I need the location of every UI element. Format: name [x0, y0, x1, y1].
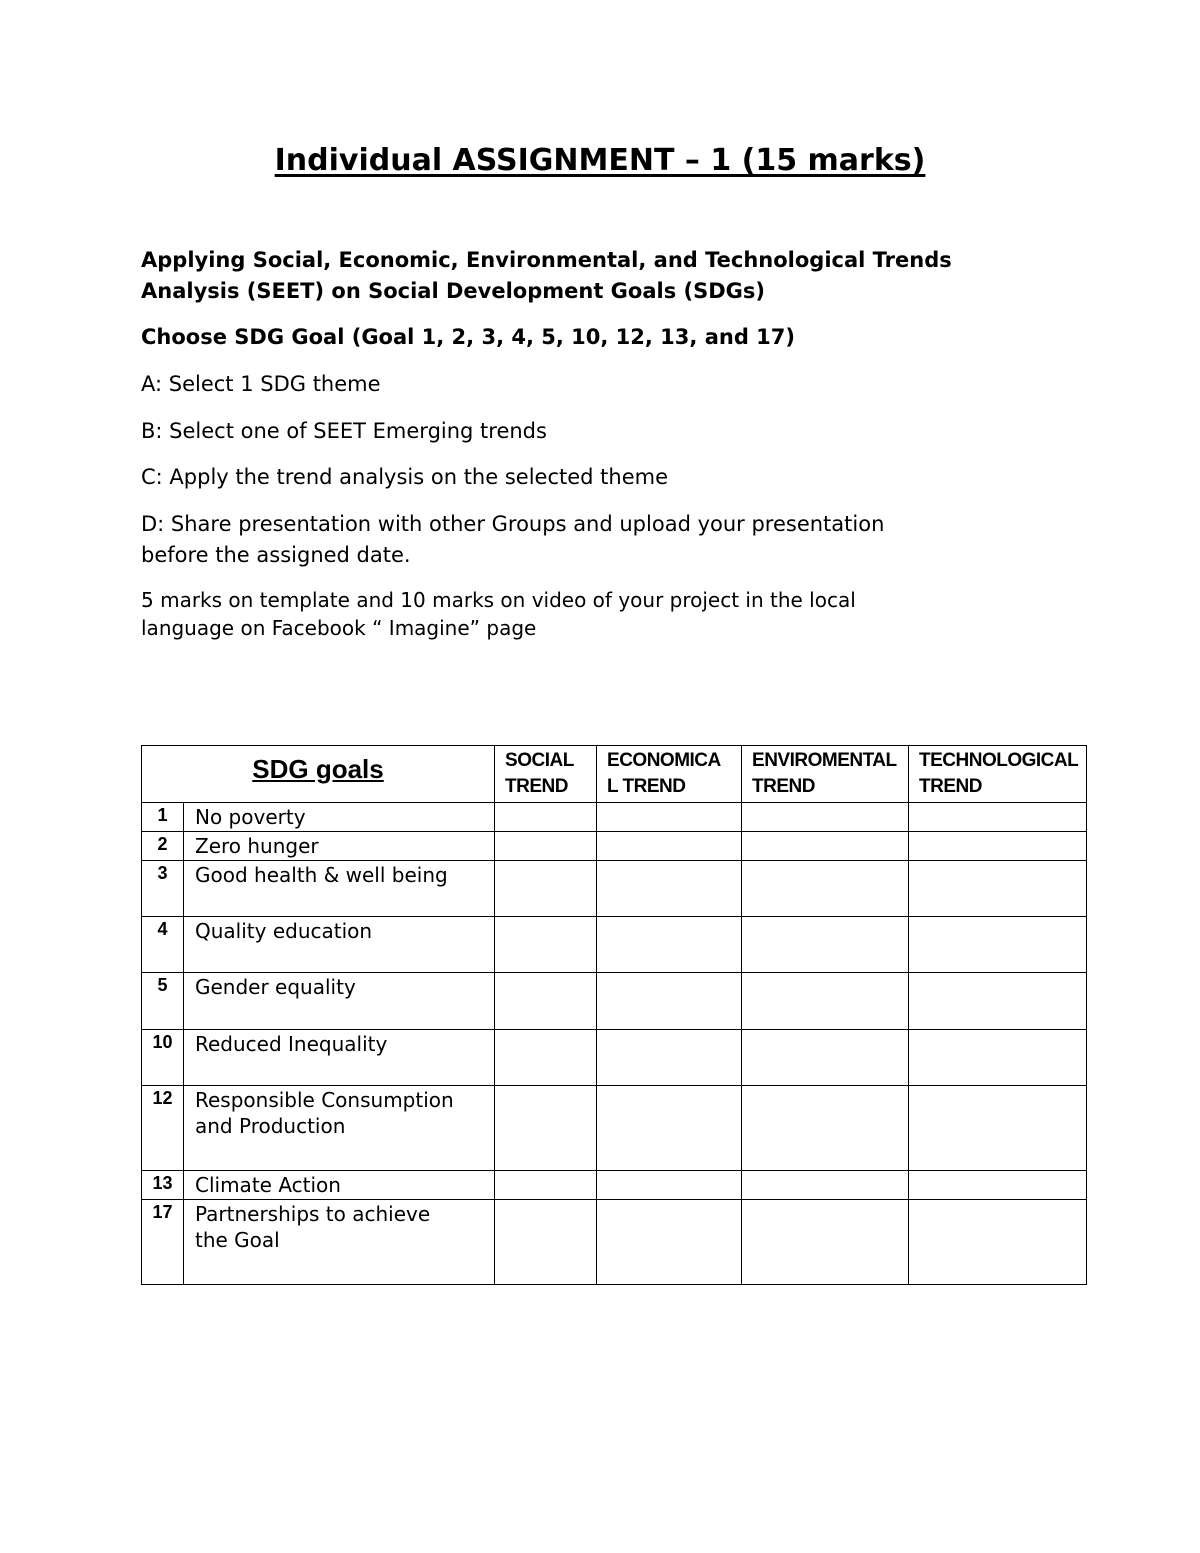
social-trend-cell[interactable] [495, 861, 597, 917]
goal-number: 3 [142, 861, 184, 917]
goal-name-line1: Responsible Consumption [195, 1088, 454, 1112]
table-row [142, 1171, 1087, 1200]
economic-trend-cell[interactable] [597, 1030, 742, 1086]
table-row [142, 1200, 1087, 1285]
goal-name [184, 1200, 495, 1285]
step-d-line2: before the assigned date. [141, 543, 411, 567]
environmental-trend-cell[interactable] [742, 973, 909, 1030]
marks-text [141, 586, 1071, 642]
environmental-trend-cell[interactable] [742, 832, 909, 861]
environmental-trend-cell[interactable] [742, 917, 909, 973]
goal-number: 10 [142, 1030, 184, 1086]
economic-trend-cell[interactable] [597, 832, 742, 861]
goal-name: Reduced Inequality [184, 1030, 495, 1086]
step-d-line1: D: Share presentation with other Groups and upload your presentation [141, 512, 885, 536]
header-technological-trend [909, 746, 1087, 803]
technological-trend-cell[interactable] [909, 1171, 1087, 1200]
economic-trend-cell[interactable] [597, 973, 742, 1030]
table-row [142, 1086, 1087, 1171]
step-d-text [141, 509, 1071, 571]
marks-line1: 5 marks on template and 10 marks on video of your project in the local [141, 588, 856, 612]
header-environmental-trend-line2: TREND [752, 776, 815, 797]
economic-trend-cell[interactable] [597, 1200, 742, 1285]
environmental-trend-cell[interactable] [742, 1030, 909, 1086]
table-row [142, 1030, 1087, 1086]
technological-trend-cell[interactable] [909, 917, 1087, 973]
economic-trend-cell[interactable] [597, 1086, 742, 1171]
assignment-heading-line1: Applying Social, Economic, Environmental, and Technological Trends [141, 248, 952, 272]
table-row [142, 832, 1087, 861]
economic-trend-cell[interactable] [597, 1171, 742, 1200]
goal-number: 17 [142, 1200, 184, 1285]
social-trend-cell[interactable] [495, 1030, 597, 1086]
header-economic-trend-line2: L TREND [607, 776, 686, 797]
social-trend-cell[interactable] [495, 1171, 597, 1200]
goal-name-line2: and Production [195, 1114, 346, 1138]
step-c-text: C: Apply the trend analysis on the selected theme [141, 465, 668, 489]
goal-name: Good health & well being [184, 861, 495, 917]
goal-number: 13 [142, 1171, 184, 1200]
table-row [142, 973, 1087, 1030]
goal-name: Zero hunger [184, 832, 495, 861]
social-trend-cell[interactable] [495, 1200, 597, 1285]
header-environmental-trend-line1: ENVIROMENTAL [752, 750, 897, 771]
technological-trend-cell[interactable] [909, 973, 1087, 1030]
assignment-heading [141, 245, 1071, 307]
step-b-text: B: Select one of SEET Emerging trends [141, 419, 547, 443]
table-row [142, 861, 1087, 917]
goal-number: 1 [142, 803, 184, 832]
environmental-trend-cell[interactable] [742, 861, 909, 917]
environmental-trend-cell[interactable] [742, 1200, 909, 1285]
goal-number: 4 [142, 917, 184, 973]
goal-name [184, 1086, 495, 1171]
environmental-trend-cell[interactable] [742, 1086, 909, 1171]
choose-goal-text: Choose SDG Goal (Goal 1, 2, 3, 4, 5, 10, 12, 13, and 17) [141, 325, 795, 349]
technological-trend-cell[interactable] [909, 1200, 1087, 1285]
table-row [142, 803, 1087, 832]
social-trend-cell[interactable] [495, 803, 597, 832]
goal-name: Climate Action [184, 1171, 495, 1200]
header-social-trend-line1: SOCIAL [505, 750, 574, 771]
economic-trend-cell[interactable] [597, 803, 742, 832]
technological-trend-cell[interactable] [909, 861, 1087, 917]
goal-name: No poverty [184, 803, 495, 832]
step-a-text: A: Select 1 SDG theme [141, 372, 381, 396]
environmental-trend-cell[interactable] [742, 803, 909, 832]
social-trend-cell[interactable] [495, 917, 597, 973]
goal-number: 2 [142, 832, 184, 861]
social-trend-cell[interactable] [495, 1086, 597, 1171]
technological-trend-cell[interactable] [909, 832, 1087, 861]
page-title: Individual ASSIGNMENT – 1 (15 marks) [274, 143, 926, 178]
header-sdg-goals: SDG goals [142, 746, 495, 803]
sdg-trends-table [141, 745, 1087, 1285]
header-economic-trend-line1: ECONOMICA [607, 750, 721, 771]
technological-trend-cell[interactable] [909, 803, 1087, 832]
goal-number: 12 [142, 1086, 184, 1171]
table-header-row [142, 746, 1087, 803]
economic-trend-cell[interactable] [597, 861, 742, 917]
header-social-trend [495, 746, 597, 803]
social-trend-cell[interactable] [495, 832, 597, 861]
marks-line2: language on Facebook “ Imagine” page [141, 616, 537, 640]
table-row [142, 917, 1087, 973]
header-economic-trend [597, 746, 742, 803]
goal-name: Gender equality [184, 973, 495, 1030]
header-technological-trend-line1: TECHNOLOGICAL [919, 750, 1079, 771]
technological-trend-cell[interactable] [909, 1086, 1087, 1171]
goal-name-line1: Partnerships to achieve [195, 1202, 431, 1226]
header-social-trend-line2: TREND [505, 776, 568, 797]
economic-trend-cell[interactable] [597, 917, 742, 973]
header-environmental-trend [742, 746, 909, 803]
assignment-heading-line2: Analysis (SEET) on Social Development Goals (SDGs) [141, 279, 766, 303]
technological-trend-cell[interactable] [909, 1030, 1087, 1086]
goal-number: 5 [142, 973, 184, 1030]
goal-name-line2: the Goal [195, 1228, 280, 1252]
social-trend-cell[interactable] [495, 973, 597, 1030]
header-technological-trend-line2: TREND [919, 776, 982, 797]
environmental-trend-cell[interactable] [742, 1171, 909, 1200]
goal-name: Quality education [184, 917, 495, 973]
